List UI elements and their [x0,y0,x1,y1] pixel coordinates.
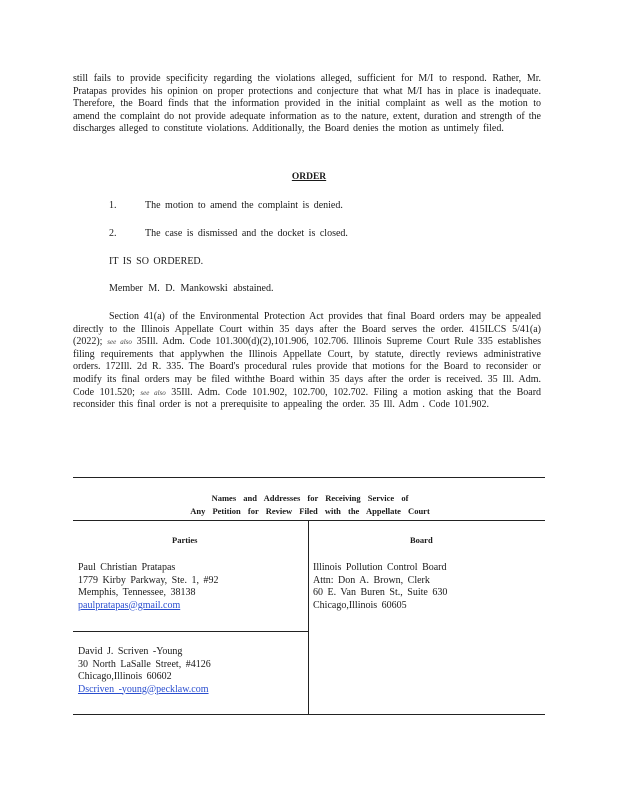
service-table-heading [150,492,470,518]
party-address-block [78,646,211,696]
party-name: Paul Christian Pratapas [78,562,176,573]
appeal-rights-paragraph [73,311,541,412]
board-column-header: Board [410,535,433,545]
party-city: Memphis, Tennessee, 38138 [78,587,196,598]
parties-column-header: Parties [172,535,198,545]
order-item-number: 2. [109,228,117,239]
service-table-header-border [73,520,545,521]
closing-paragraph: still fails to provide specificity regarding the violations alleged, sufficient for M/I to respond. Rather, Mr. Pratapas provides his opinion on proper protections and conjecture that what M/I has in place is inadequate. Therefore, the Board finds that the information provided in the initial complaint as well as the motion to amend the complaint do not provide adequate information as to the nature, extent, duration and strength of the discharges alleged to constitute violations. Additionally, the Board denies the motion as untimely filed. [73,73,541,135]
appeal-text-part3: 35Ill. Adm. Code 101.902, 102.700, 102.702. Filing a motion asking that the Board reconsider this final order is not a prerequisite to appealing the order. 35 Ill. Adm . Code 101.902. [73,386,542,411]
service-heading-line-1: Names and Addresses for Receiving Service of [211,493,409,503]
order-heading [0,172,618,182]
party-email-link[interactable]: paulpratapas@gmail.com [78,599,181,611]
see-also-signal: see also [140,388,166,397]
board-city: Chicago,Illinois 60605 [313,599,407,611]
party-name: David J. Scriven -Young [78,646,183,657]
board-name: Illinois Pollution Control Board [313,562,447,573]
so-ordered-line: IT IS SO ORDERED. [109,256,204,267]
service-heading-line-2: Any Petition for Review Filed with the Appellate Court [190,506,430,516]
board-street: 60 E. Van Buren St., Suite 630 [313,587,448,598]
party-city: Chicago,Illinois 60602 [78,671,172,682]
order-item-text: The motion to amend the complaint is denied. [145,200,343,211]
order-item-2 [109,228,348,239]
see-also-signal: see also [107,338,132,347]
party-email-link[interactable]: Dscriven -young@pecklaw.com [78,683,209,695]
party-address-block [78,562,218,612]
order-item-text: The case is dismissed and the docket is closed. [145,228,348,239]
member-abstained-note: Member M. D. Mankowski abstained. [109,283,274,294]
parties-row-divider [73,631,308,632]
order-item-number: 1. [109,200,117,211]
appeal-text-part2: 35Ill. Adm. Code 101.300(d)(2),101.906, 102.706. Illinois Supreme Court Rule 335 establishes filing requirements that applywhen the Illinois Appellate Court, by statute, directly reviews administrative orders. 172Ill. 2d R. 335. The Board's procedural rules provide that motions for the Board to reconsider or modify its final orders may be filed withthe Board within 35 days after the order is received. 35 Ill. Adm. Code 101.520; [73,336,542,398]
order-item-1 [109,200,343,211]
service-table-bottom-border [73,714,545,715]
party-street: 30 North LaSalle Street, #4126 [78,658,211,670]
service-table-top-border [73,477,545,478]
party-street: 1779 Kirby Parkway, Ste. 1, #92 [78,574,219,586]
appeal-text-part1: Section 41(a) of the Environmental Protection Act provides that final Board orders may be appealed directly to the Illinois Appellate Court within 35 days after the Board serves the order. 415ILCS 5/41(a) (2022); [73,311,541,348]
board-attn: Attn: Don A. Brown, Clerk [313,574,430,586]
service-table-column-divider [308,520,309,714]
order-heading-text: ORDER [291,172,327,182]
board-address-block [313,562,447,612]
